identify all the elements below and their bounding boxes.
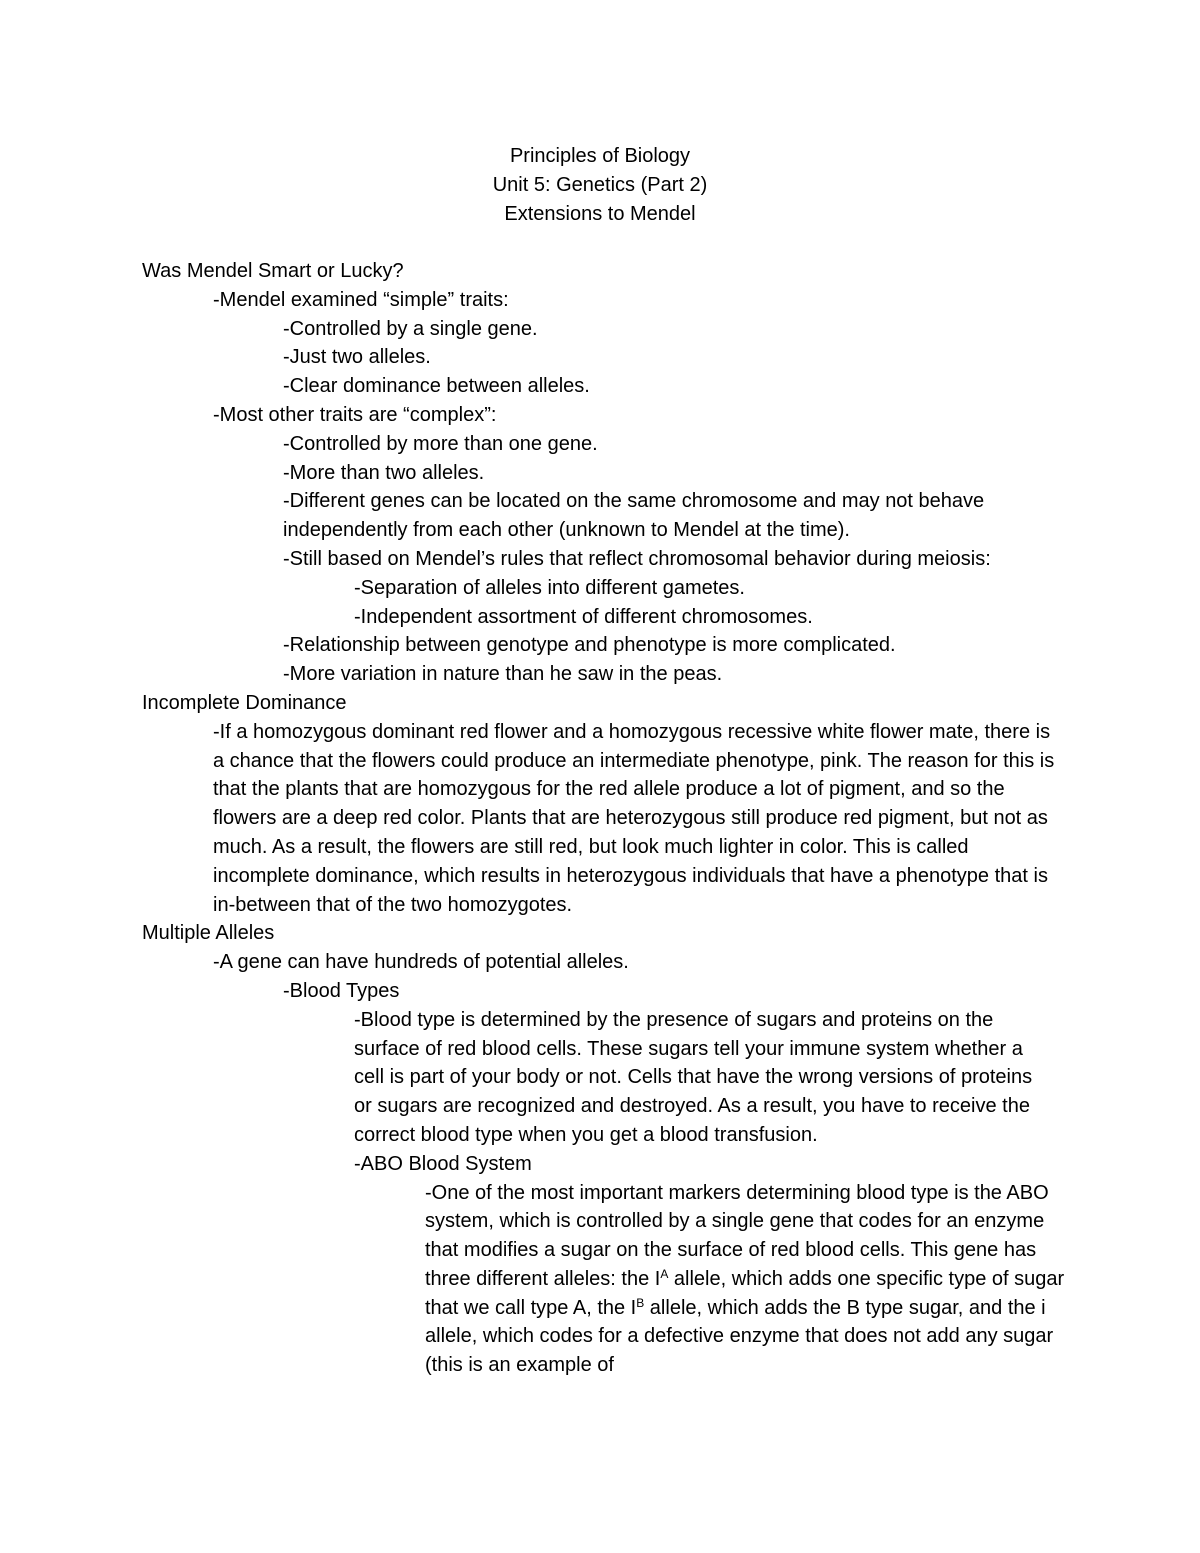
complex-trait-item: -More than two alleles.: [283, 461, 485, 484]
simple-trait-item: -Just two alleles.: [283, 346, 431, 369]
title-block: [0, 142, 1200, 229]
document-body: [142, 257, 1082, 1380]
complex-trait-item: -More variation in nature than he saw in the peas.: [283, 663, 723, 686]
document-unit: Unit 5: Genetics (Part 2): [492, 174, 708, 196]
allele-a-superscript: A: [660, 1266, 669, 1281]
abo-text-part: -One of the most important markers determining blood type is the ABO system, which is controlled by a single gene that codes for an enzyme that modifies a sugar on the surface of red blood cells. This gene has three different alleles: the I: [425, 1181, 1049, 1290]
simple-trait-item: -Clear dominance between alleles.: [283, 375, 590, 398]
simple-traits-intro: -Mendel examined “simple” traits:: [213, 288, 509, 311]
blood-types-heading: -Blood Types: [283, 979, 400, 1002]
abo-system-paragraph: [425, 1179, 1065, 1381]
document-subtitle: Extensions to Mendel: [504, 203, 696, 225]
complex-trait-item: -Still based on Mendel’s rules that reflect chromosomal behavior during meiosis:: [283, 547, 991, 570]
mendel-rule-item: -Independent assortment of different chromosomes.: [354, 605, 813, 628]
simple-trait-item: -Controlled by a single gene.: [283, 317, 538, 340]
complex-trait-item: -Controlled by more than one gene.: [283, 432, 598, 455]
abo-text-part: allele, which adds one specific type of sugar that we call type A, the I: [425, 1267, 1065, 1319]
complex-traits-intro: -Most other traits are “complex”:: [213, 403, 497, 426]
section-heading-multiple-alleles: Multiple Alleles: [142, 922, 275, 945]
section-heading-incomplete-dominance: Incomplete Dominance: [142, 691, 347, 714]
blood-types-paragraph: -Blood type is determined by the presence of sugars and proteins on the surface of red blood cells. These sugars tell your immune system whether a cell is part of your body or not. Cells that have the wrong versions of proteins or sugars are recognized and destroyed. As a result, you have to receive the correct blood type when you get a blood transfusion.: [354, 1008, 1033, 1146]
section-heading-mendel: Was Mendel Smart or Lucky?: [142, 260, 404, 282]
incomplete-dominance-paragraph: -If a homozygous dominant red flower and a homozygous recessive white flower mate, there is a chance that the flowers could produce an intermediate phenotype, pink. The reason for this is that the plants that are homozygous for the red allele produce a lot of pigment, and so the flowers are a deep red color. Plants that are heterozygous still produce red pigment, but not as much. As a result, the flowers are still red, but look much lighter in color. This is called incomplete dominance, which results in heterozygous individuals that have a phenotype that is in-between that of the two homozygotes.: [213, 720, 1055, 916]
multiple-alleles-intro: -A gene can have hundreds of potential alleles.: [213, 951, 629, 974]
abo-text-part: allele, which adds the B type sugar, and the i allele, which codes for a defective enzyme that does not add any sugar (this is an example of: [425, 1296, 1054, 1377]
document-title: Principles of Biology: [509, 145, 691, 167]
allele-b-superscript: B: [636, 1295, 645, 1310]
abo-system-heading: -ABO Blood System: [354, 1152, 532, 1175]
complex-trait-item: -Relationship between genotype and phenotype is more complicated.: [283, 634, 896, 657]
complex-trait-item: -Different genes can be located on the same chromosome and may not behave independently from each other (unknown to Mendel at the time).: [283, 490, 985, 542]
mendel-rule-item: -Separation of alleles into different gametes.: [354, 576, 745, 599]
